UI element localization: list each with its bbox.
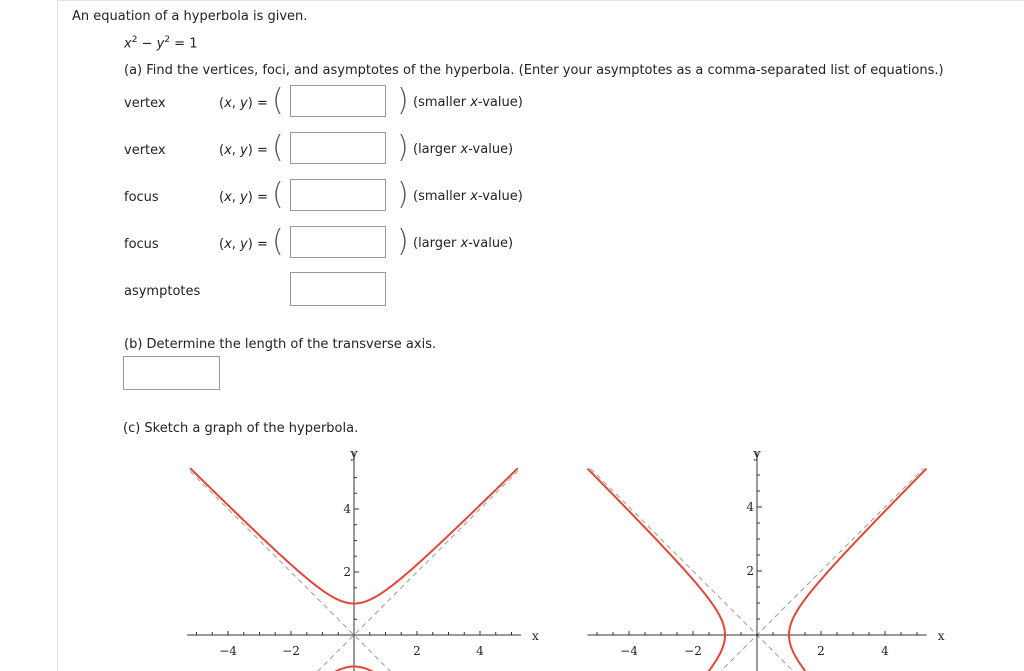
vertex-larger-hint: (larger x-value)	[413, 142, 514, 157]
close-paren: )	[397, 83, 409, 118]
content-top-border	[57, 0, 1024, 1]
focus-smaller-input[interactable]	[290, 179, 386, 211]
x-tick-label: 4	[476, 644, 484, 658]
graph-option-1[interactable]	[185, 442, 555, 671]
transverse-axis-input[interactable]	[123, 356, 220, 390]
xy-label: (x, y) =	[219, 237, 268, 252]
vertex-2-label: vertex	[124, 143, 166, 158]
open-paren: (	[272, 224, 284, 259]
focus-larger-hint: (larger x-value)	[413, 236, 514, 251]
hyperbola-left	[588, 469, 725, 671]
question-intro: An equation of a hyperbola is given.	[72, 9, 308, 24]
close-paren: )	[397, 224, 409, 259]
x-tick-label: 2	[413, 644, 421, 658]
xy-label: (x, y) =	[219, 190, 268, 205]
vertex-larger-input[interactable]	[290, 132, 386, 164]
content-left-border	[57, 0, 58, 671]
y-tick-label: 4	[746, 500, 754, 514]
graph-option-2[interactable]	[585, 442, 955, 671]
close-paren: )	[397, 177, 409, 212]
focus-2-label: focus	[124, 237, 159, 252]
x-axis-label: x	[937, 629, 945, 643]
open-paren: (	[272, 177, 284, 212]
asymptotes-label: asymptotes	[124, 284, 201, 299]
focus-smaller-hint: (smaller x-value)	[413, 189, 523, 204]
x-tick-label: −4	[620, 644, 638, 658]
y-tick-label: 4	[343, 502, 351, 516]
x-tick-label: −2	[684, 644, 702, 658]
vertex-smaller-hint: (smaller x-value)	[413, 95, 523, 110]
focus-1-label: focus	[124, 190, 159, 205]
hyperbola-right	[789, 469, 926, 671]
x-tick-label: −2	[282, 644, 300, 658]
vertex-1-label: vertex	[124, 96, 166, 111]
part-b-prompt: (b) Determine the length of the transverse axis.	[124, 337, 437, 352]
x-tick-label: 4	[881, 644, 889, 658]
asymptotes-input[interactable]	[290, 272, 386, 306]
y-tick-label: 2	[343, 565, 351, 579]
part-c-prompt: (c) Sketch a graph of the hyperbola.	[123, 421, 359, 436]
xy-label: (x, y) =	[219, 96, 268, 111]
y-axis-label: y	[350, 447, 358, 462]
y-tick-label: 2	[746, 564, 754, 578]
vertex-smaller-input[interactable]	[290, 85, 386, 117]
y-axis-label: y	[753, 447, 761, 462]
close-paren: )	[397, 130, 409, 165]
hyperbola-equation: $x^2 - y^2 = 1$	[124, 35, 198, 52]
part-a-prompt: (a) Find the vertices, foci, and asymptotes of the hyperbola. (Enter your asymptotes as a comma-separated list of equations.)	[124, 63, 944, 78]
open-paren: (	[272, 83, 284, 118]
x-tick-label: 2	[817, 644, 825, 658]
x-axis-label: x	[531, 629, 539, 643]
xy-label: (x, y) =	[219, 143, 268, 158]
focus-larger-input[interactable]	[290, 226, 386, 258]
x-tick-label: −4	[219, 644, 237, 658]
open-paren: (	[272, 130, 284, 165]
